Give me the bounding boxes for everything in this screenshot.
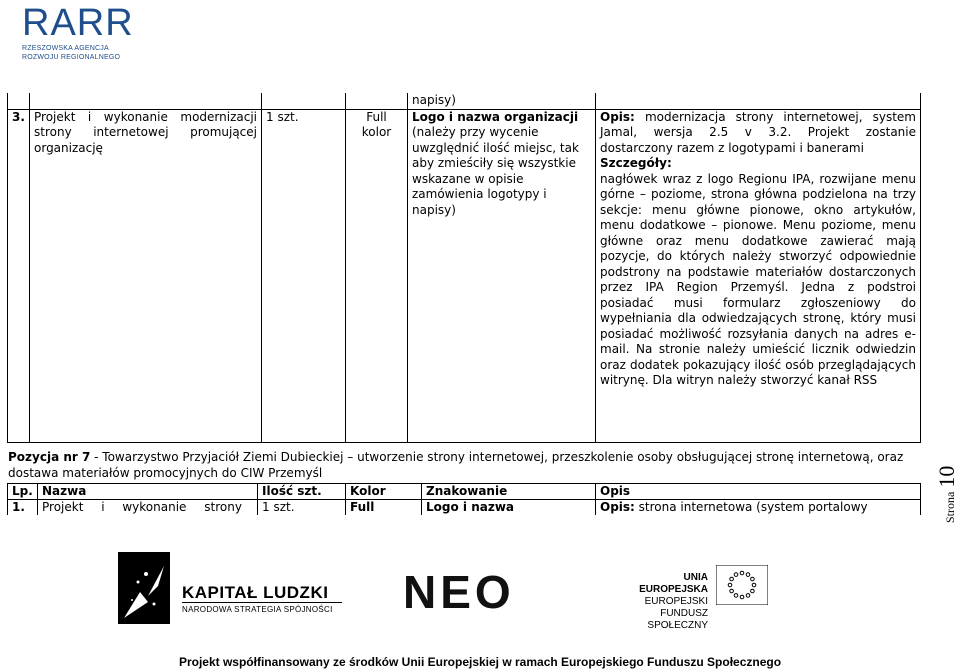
ue-line-2: EUROPEJSKI <box>644 596 708 607</box>
rarr-logo-subtitle-1: RZESZOWSKA AGENCJA <box>22 45 109 52</box>
items-table-7 <box>7 483 921 515</box>
rarr-logo-text: RARR <box>22 2 134 44</box>
pozycja-text: - Towarzystwo Przyjaciół Ziemi Dubieckiej – utworzenie strony internetowej, przeszkolenie osoby obsługującej stronę internetową, oraz dostawa materiałów promocyjnych do CIW Przemyśl <box>8 450 904 480</box>
cofinancing-note: Projekt współfinansowany ze środków Unii Europejskiej w ramach Europejskiego Funduszu Społecznego <box>178 655 782 669</box>
opis-text: modernizacja strony internetowej, system Jamal, wersja 2.5 v 3.2. Projekt zostanie dostarczony razem z logotypami i banerami <box>600 109 916 155</box>
kapital-ludzki-emblem-icon <box>118 552 170 624</box>
cell-znakowanie: Logo i nazwa <box>426 500 515 514</box>
table-header-row <box>8 484 921 500</box>
cell-opis <box>596 109 921 442</box>
znakowanie-rest: (należy przy wycenie uwzględnić ilość miejsc, tak aby zmieściły się wszystkie wskazane w opisie zamówienia logotypy i napisy) <box>412 125 579 217</box>
cell-znakowanie <box>408 109 596 442</box>
header-ilosc: Ilość szt. <box>262 484 322 498</box>
page-number <box>932 445 960 523</box>
header-nazwa: Nazwa <box>42 484 87 498</box>
items-table-continued <box>7 93 921 443</box>
cell-nazwa: Projekt i wykonanie strony <box>38 500 258 516</box>
header-lp: Lp. <box>12 484 33 498</box>
cell-nazwa: Projekt i wykonanie modernizacji strony internetowej promującej organizację <box>30 109 262 442</box>
kapital-ludzki-subtitle: NARODOWA STRATEGIA SPÓJNOŚCI <box>182 605 333 614</box>
pozycja-label: Pozycja nr 7 <box>8 450 91 464</box>
cell-kolor: Full kolor <box>346 109 408 442</box>
cell-ilosc: 1 szt. <box>258 500 346 516</box>
table-row <box>8 500 921 516</box>
row-number: 1. <box>12 500 25 514</box>
header-kolor: Kolor <box>350 484 386 498</box>
cell-opis <box>596 500 921 516</box>
kapital-divider <box>182 602 342 603</box>
cell-kolor: Full <box>350 500 375 514</box>
page-number-value: 10 <box>934 465 959 488</box>
neo-logo: NEO <box>403 566 515 618</box>
opis-label: Opis: <box>600 500 635 514</box>
ue-line-1: UNIA EUROPEJSKA <box>639 572 708 595</box>
znakowanie-bold: Logo i nazwa organizacji <box>412 109 579 124</box>
cell-continuation: napisy) <box>408 93 596 109</box>
row-number: 3. <box>12 109 25 124</box>
szczegoly-label: Szczegóły: <box>600 156 672 170</box>
page-number-label: Strona <box>943 491 957 523</box>
ue-line-3: FUNDUSZ SPOŁECZNY <box>647 608 708 631</box>
opis-text: strona internetowa (system portalowy <box>634 500 868 514</box>
pozycja-heading <box>8 450 920 481</box>
cell-ilosc: 1 szt. <box>262 109 346 442</box>
kapital-ludzki-title: KAPITAŁ LUDZKI <box>182 583 329 602</box>
table-row <box>8 109 921 442</box>
ue-text <box>616 572 708 632</box>
szczegoly-text: nagłówek wraz z logo Regionu IPA, rozwijane menu górne – poziome, strona główna podzielona na trzy sekcje: menu główne pionowe, okno artykułów, menu dodatkowe – pionowe. Menu poziome, menu główne oraz menu dodatkowe zawierać mają pozycje, do których należy stworzyć odpowiednie podstrony na podstawie materiałów dostarczonych przez IPA Region Przemyśl. Jedna z podstroi posiadać musi formularz zgłoszeniowy do wypełniania dla odwiedzających stronę, który musi posiadać możliwość rozsyłania danych na adres e-mail. Na stronie należy umieścić licznik odwiedzin oraz dodatek pokazujący ilość osób przeglądających witrynę. Dla witryn należy stworzyć kanał RSS <box>600 171 916 387</box>
header-opis: Opis <box>600 484 631 498</box>
opis-label: Opis: <box>600 109 635 124</box>
eu-flag-icon <box>716 565 768 605</box>
rarr-logo-subtitle-2: ROZWOJU REGIONALNEGO <box>22 54 121 61</box>
header-znakowanie: Znakowanie <box>426 484 508 498</box>
table-row-continuation <box>8 93 921 109</box>
